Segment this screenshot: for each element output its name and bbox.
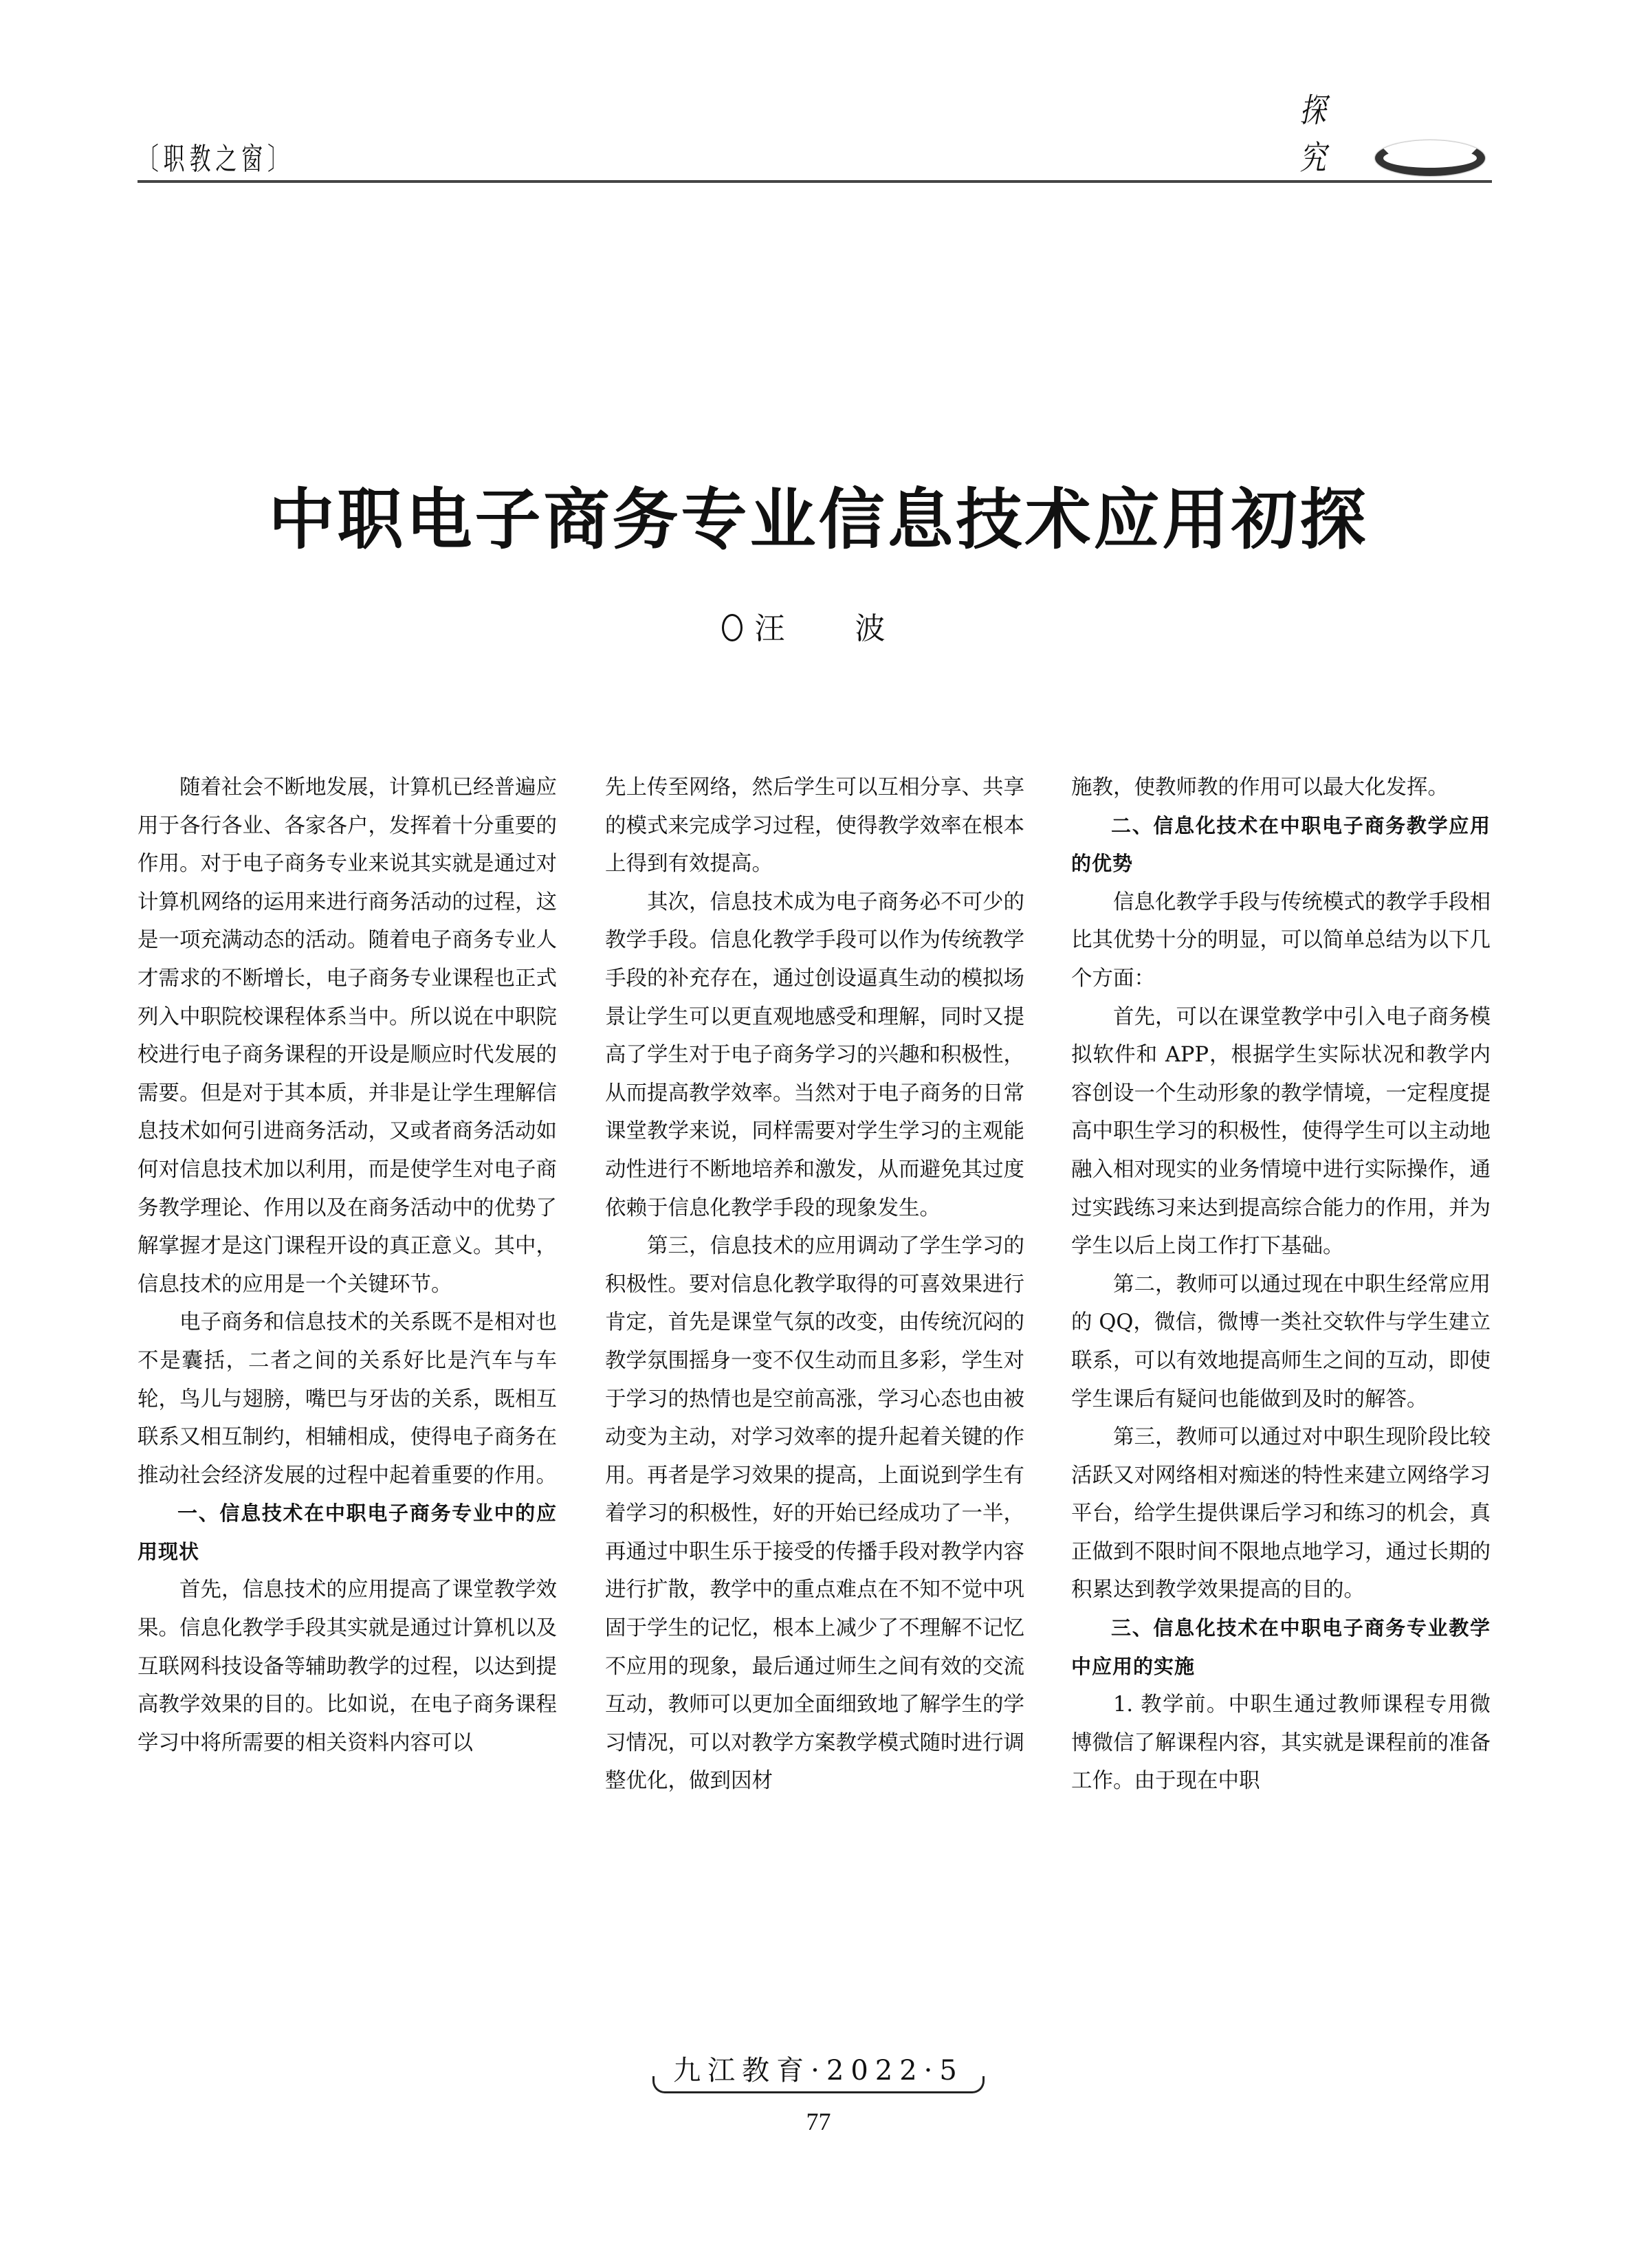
ring-ornament-icon <box>1375 140 1485 176</box>
section-heading: 二、信息化技术在中职电子商务教学应用的优势 <box>1071 813 1491 876</box>
paragraph: 第二，教师可以通过现在中职生经常应用的 QQ，微信，微博一类社交软件与学生建立联系，可以有效地提高师生之间的互动，即使学生课后有疑问也能做到及时的解答。 <box>1071 1272 1491 1411</box>
paragraph: 首先，信息技术的应用提高了课堂教学效果。信息化教学手段其实就是通过计算机以及互联网科技设备等辅助教学的过程，以达到提高教学效果的目的。比如说，在电子商务课程学习中将所需要的相关资料内容可以 <box>138 1578 557 1755</box>
paragraph: 随着社会不断地发展，计算机已经普遍应用于各行各业、各家各户，发挥着十分重要的作用。对于电子商务专业来说其实就是通过对计算机网络的运用来进行商务活动的过程，这是一项充满动态的活动。随着电子商务专业人才需求的不断增长，电子商务专业课程也正式列入中职院校课程体系当中。所以说在中职院校进行电子商务课程的开设是顺应时代发展的需要。但是对于其本质，并非是让学生理解信息技术如何引进商务活动，又或者商务活动如何对信息技术加以利用，而是使学生对电子商务教学理论、作用以及在商务活动中的优势了解掌握才是这门课程开设的真正意义。其中，信息技术的应用是一个关键环节。 <box>138 775 557 1297</box>
author-name: 汪 波 <box>754 611 916 646</box>
paragraph: 首先，可以在课堂教学中引入电子商务模拟软件和 APP，根据学生实际状况和教学内容创设一个生动形象的教学情境，一定程度提高中职生学习的积极性，使得学生可以主动地融入相对现实的业务情境中进行实际操作，通过实践练习来达到提高综合能力的作用，并为学生以后上岗工作打下基础。 <box>1071 1004 1491 1259</box>
paragraph: 第三，教师可以通过对中职生现阶段比较活跃又对网络相对痴迷的特性来建立网络学习平台，给学生提供课后学习和练习的机会，真正做到不限时间不限地点地学习，通过长期的积累达到教学效果提高的目的。 <box>1071 1425 1491 1603</box>
paragraph: 第三，信息技术的应用调动了学生学习的积极性。要对信息化教学取得的可喜效果进行肯定，首先是课堂气氛的改变，由传统沉闷的教学氛围摇身一变不仅生动而且多彩，学生对于学习的热情也是空前高涨，学习心态也由被动变为主动，对学习效率的提升起着关键的作用。再者是学习效果的提高，上面说到学生有着学习的积极性，好的开始已经成功了一半，再通过中职生乐于接受的传播手段对教学内容进行扩散，教学中的重点难点在不知不觉中巩固于学生的记忆，根本上减少了不理解不记忆不应用的现象，最后通过师生之间有效的交流互动，教师可以更加全面细致地了解学生的学习情况，可以对教学方案教学模式随时进行调整优化，做到因材 <box>605 1234 1024 1794</box>
article-title: 中职电子商务专业信息技术应用初探 <box>268 481 1369 558</box>
paragraph: 其次，信息技术成为电子商务必不可少的教学手段。信息化教学手段可以作为传统教学手段的补充存在，通过创设逼真生动的模拟场景让学生可以更直观地感受和理解，同时又提高了学生对于电子商务学习的兴趣和积极性，从而提高教学效率。当然对于电子商务的日常课堂教学来说，同样需要对学生学习的主观能动性进行不断地培养和激发，从而避免其过度依赖于信息化教学手段的现象发生。 <box>605 890 1024 1220</box>
section-heading: 一、信息技术在中职电子商务专业中的应用现状 <box>138 1501 557 1563</box>
column-label: 探究 <box>1299 91 1334 177</box>
byline <box>0 604 1637 648</box>
paragraph: 1. 教学前。中职生通过教师课程专用微博微信了解课程内容，其实就是课程前的准备工作。由于现在中职 <box>1071 1693 1491 1794</box>
section-heading: 三、信息化技术在中职电子商务专业教学中应用的实施 <box>1071 1616 1491 1678</box>
text-column-2 <box>605 769 1024 1801</box>
section-label: 〔职教之窗〕 <box>138 142 294 177</box>
circle-bullet-icon <box>722 614 743 641</box>
text-column-1 <box>138 769 557 1762</box>
journal-footer <box>0 2049 1637 2093</box>
page-number: 77 <box>806 2108 831 2135</box>
paragraph: 电子商务和信息技术的关系既不是相对也不是囊括，二者之间的关系好比是汽车与车轮，鸟儿与翅膀，嘴巴与牙齿的关系，既相互联系又相互制约，相辅相成，使得电子商务在推动社会经济发展的过程中起着重要的作用。 <box>138 1310 557 1488</box>
paragraph: 信息化教学手段与传统模式的教学手段相比其优势十分的明显，可以简单总结为以下几个方面： <box>1071 890 1491 991</box>
text-column-3 <box>1071 769 1491 1801</box>
running-header <box>138 91 1492 183</box>
journal-issue: 九江教育·2022·5 <box>652 2049 985 2093</box>
paragraph: 先上传至网络，然后学生可以互相分享、共享的模式来完成学习过程，使得教学效率在根本上得到有效提高。 <box>605 775 1024 877</box>
paragraph: 施教，使教师教的作用可以最大化发挥。 <box>1071 775 1449 800</box>
